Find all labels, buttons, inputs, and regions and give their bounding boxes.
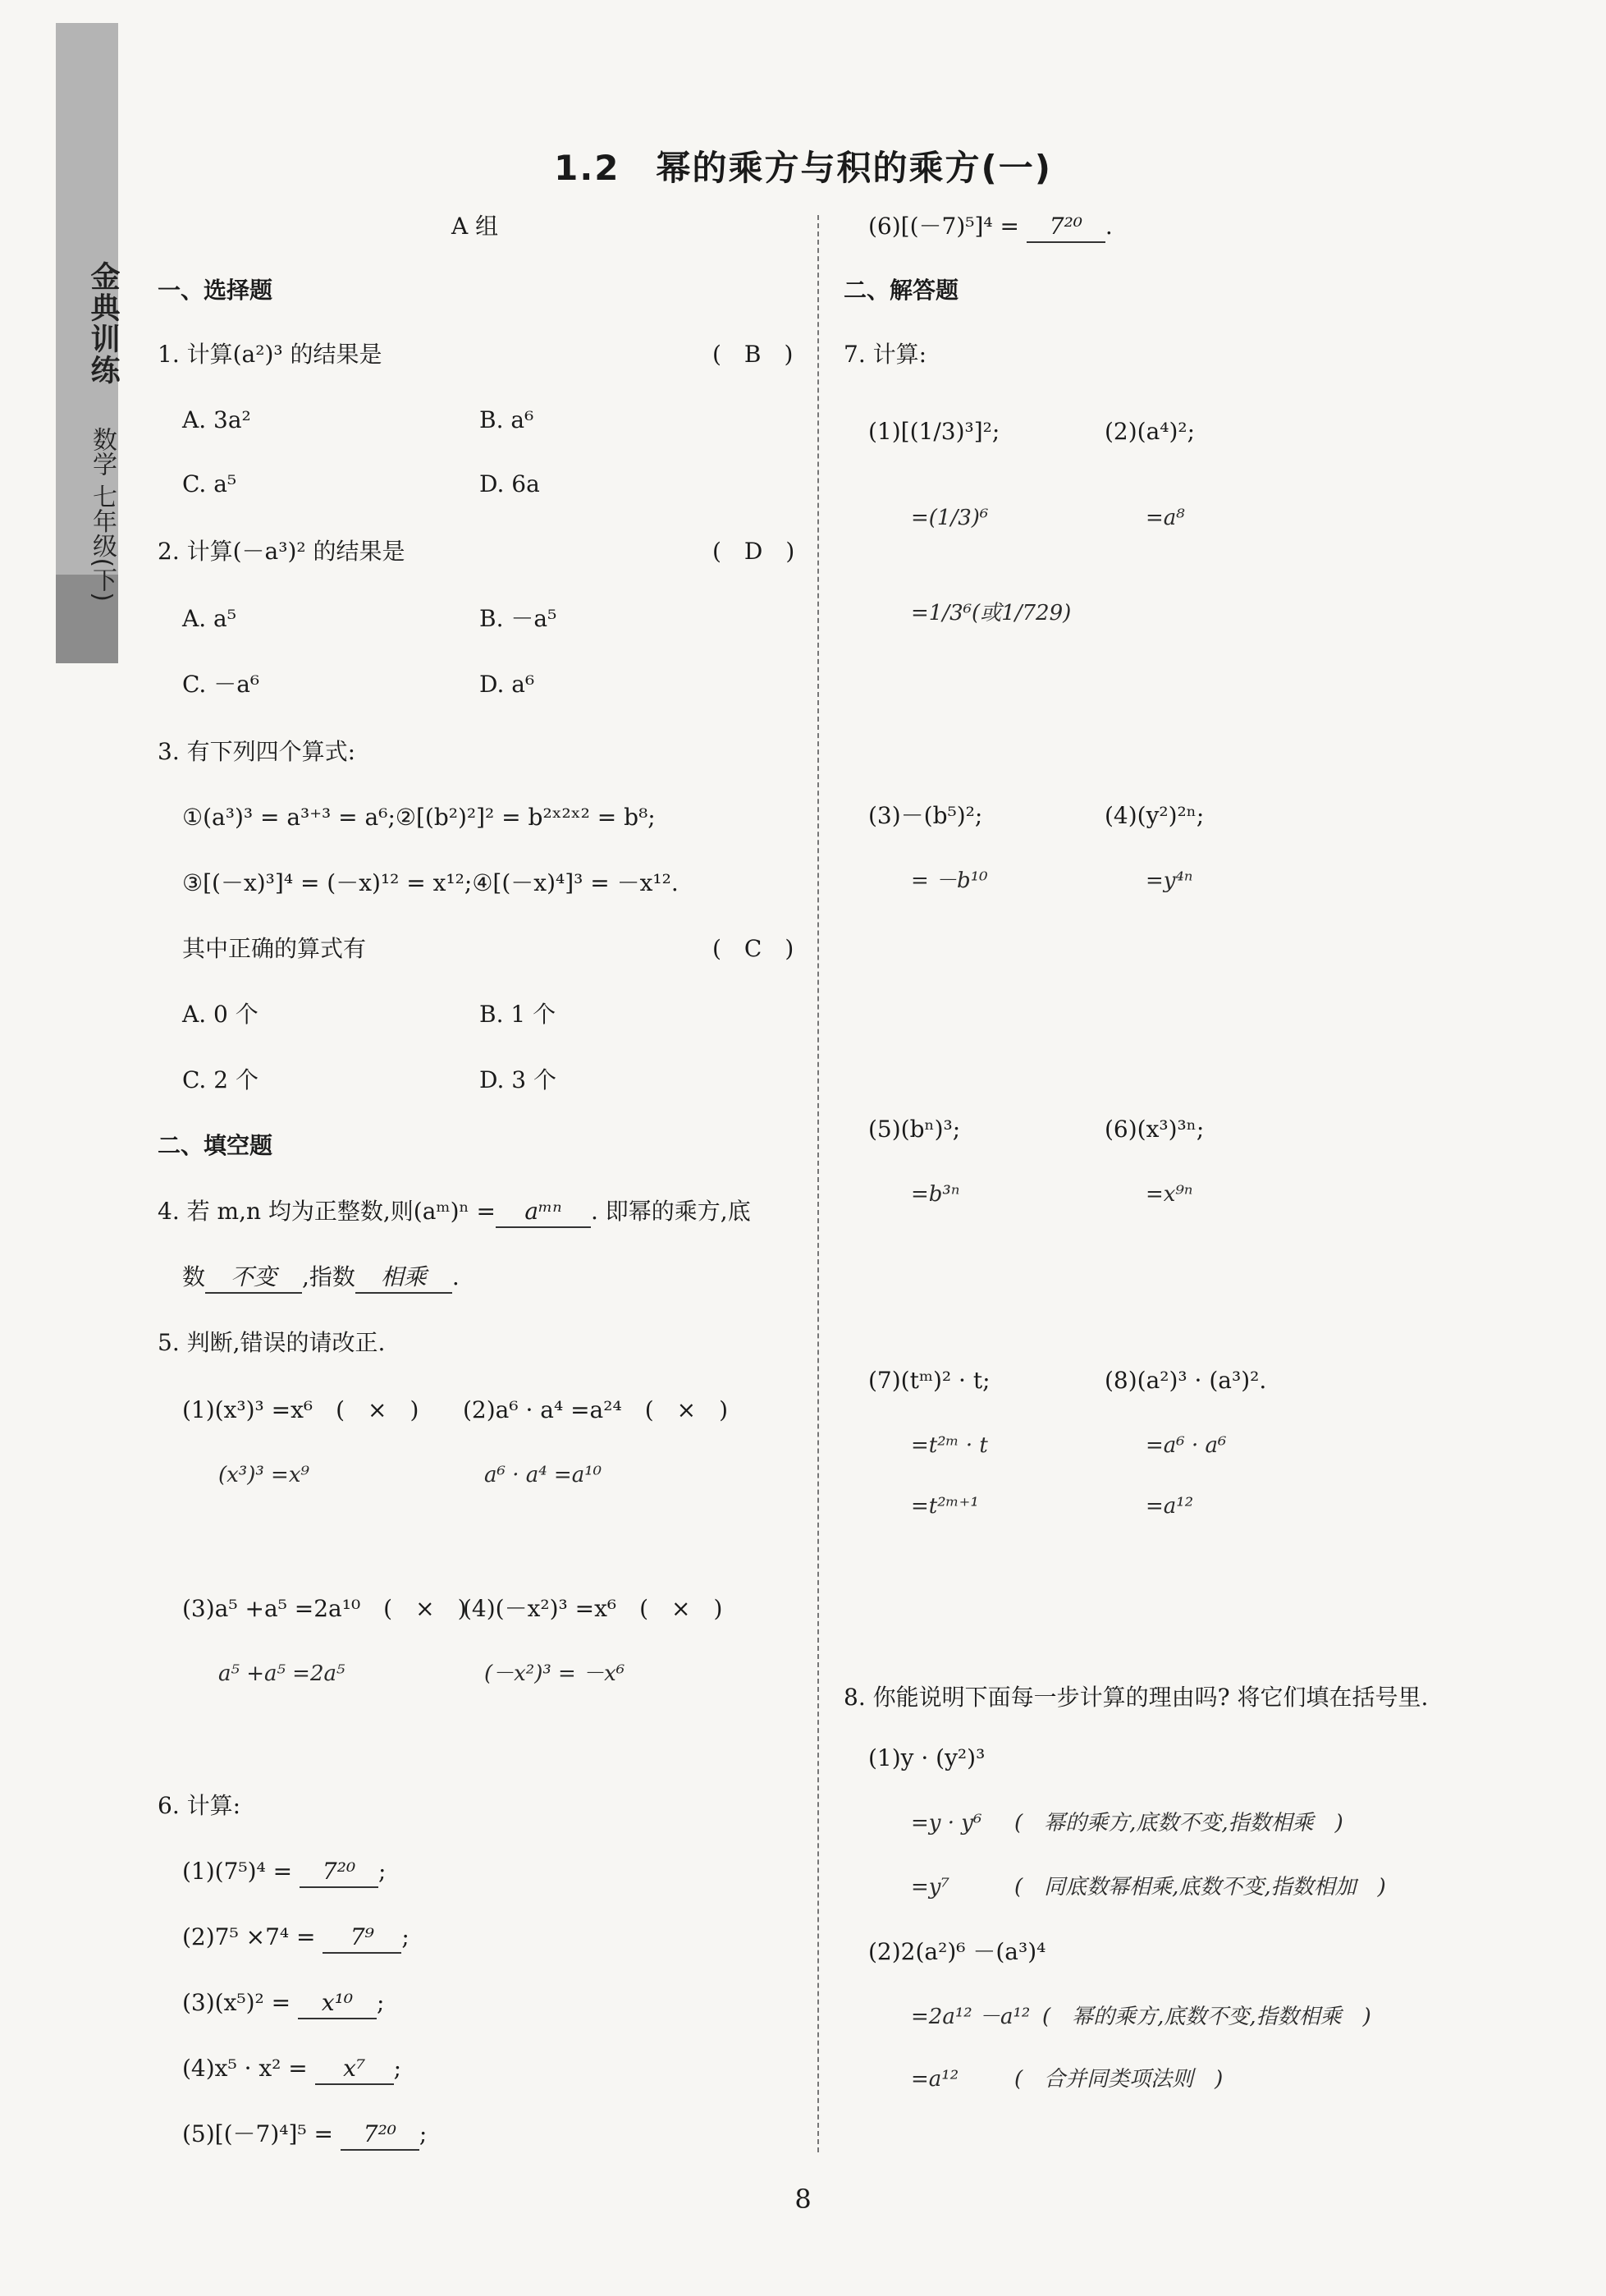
q6-item-2 <box>182 1922 410 1954</box>
q4-mid2: ,指数 <box>302 1263 355 1290</box>
section-solve: 二、解答题 <box>844 277 959 304</box>
q7-part6-step1: =x⁹ⁿ <box>1146 1182 1193 1207</box>
q8-stem: 8. 你能说明下面每一步计算的理由吗? 将它们填在括号里. <box>844 1684 1429 1711</box>
q6-blank-4: x⁷ <box>315 2054 394 2085</box>
q7-part6: (6)(x³)³ⁿ; <box>1105 1116 1205 1143</box>
q6-item-6-end: . <box>1105 213 1113 240</box>
q6-item-3 <box>182 1988 384 2019</box>
q6-semicolon: ; <box>378 1858 387 1885</box>
q4-blank-1: aᵐⁿ <box>496 1197 591 1228</box>
q1-answer: ( B ) <box>712 341 794 368</box>
q8-part2-reason1: ( 幂的乘方,底数不变,指数相乘 ) <box>1042 2005 1371 2029</box>
group-label: A 组 <box>451 213 499 240</box>
q7-stem: 7. 计算: <box>844 341 927 368</box>
q7-part7-step2: =t²ᵐ⁺¹ <box>911 1494 979 1519</box>
q8-part2-step1: =2a¹² －a¹² <box>911 2005 1031 2029</box>
q1-option-b: B. a⁶ <box>479 406 534 433</box>
q4-pre2: 数 <box>182 1263 206 1290</box>
q7-part1-step1: =(1/3)⁶ <box>911 506 989 530</box>
q5-part1-fix: (x³)³ =x⁹ <box>218 1463 309 1487</box>
q7-part3: (3)－(b⁵)²; <box>868 802 983 829</box>
q5-part1: (1)(x³)³ =x⁶ ( × ) <box>182 1396 419 1423</box>
q7-part8-step2: =a¹² <box>1146 1494 1194 1519</box>
q1-option-d: D. 6a <box>479 470 540 497</box>
q6-blank-1: 7²⁰ <box>300 1857 378 1888</box>
page-title: 1.2 幂的乘方与积的乘方(一) <box>554 148 1052 188</box>
q6-item-6-expr: (6)[(－7)⁵]⁴ = <box>868 213 1019 240</box>
q4-blank-3: 相乘 <box>355 1263 452 1294</box>
q6-item-1 <box>182 1857 386 1888</box>
q8-part2: (2)2(a²)⁶ －(a³)⁴ <box>868 1938 1046 1965</box>
q5-part2-fix: a⁶ · a⁴ =a¹⁰ <box>484 1463 602 1487</box>
q5-part4: (4)(－x²)³ =x⁶ ( × ) <box>463 1595 723 1622</box>
q5-part3: (3)a⁵ +a⁵ =2a¹⁰ ( × ) <box>182 1595 467 1622</box>
q7-part8: (8)(a²)³ · (a³)². <box>1105 1367 1267 1394</box>
q6-item-6 <box>868 212 1113 243</box>
q4-line1 <box>158 1197 751 1228</box>
section-choice: 一、选择题 <box>158 277 273 304</box>
q2-stem: 2. 计算(－a³)² 的结果是 <box>158 538 405 565</box>
section-fill: 二、填空题 <box>158 1132 273 1159</box>
q6-item-4 <box>182 2054 401 2085</box>
q7-part7-step1: =t²ᵐ · t <box>911 1433 988 1458</box>
q4-line2 <box>182 1263 460 1294</box>
q6-semicolon: ; <box>393 2055 402 2082</box>
q5-part4-fix: (－x²)³ = －x⁶ <box>484 1661 625 1686</box>
q6-semicolon: ; <box>401 1923 410 1950</box>
q6-item-2-expr: (2)7⁵ ×7⁴ = <box>182 1923 316 1950</box>
sidebar-brand: 金典训练 <box>86 261 120 386</box>
q8-part1: (1)y · (y²)³ <box>868 1744 986 1771</box>
q3-option-a: A. 0 个 <box>182 1001 259 1028</box>
q6-blank-2: 7⁹ <box>323 1922 401 1954</box>
q4-pre: 4. 若 m,n 均为正整数,则(aᵐ)ⁿ = <box>158 1198 496 1225</box>
q6-item-5-expr: (5)[(－7)⁴]⁵ = <box>182 2120 333 2147</box>
q3-option-d: D. 3 个 <box>479 1066 556 1093</box>
q6-stem: 6. 计算: <box>158 1792 241 1819</box>
q6-item-3-expr: (3)(x⁵)² = <box>182 1989 291 2016</box>
q2-option-a: A. a⁵ <box>182 605 236 632</box>
q8-part1-step2: =y⁷ <box>911 1875 949 1900</box>
q2-option-b: B. －a⁵ <box>479 605 557 632</box>
q1-option-c: C. a⁵ <box>182 470 237 497</box>
q7-part4: (4)(y²)²ⁿ; <box>1105 802 1205 829</box>
q6-semicolon: ; <box>419 2120 428 2147</box>
q7-part1: (1)[(1/3)³]²; <box>868 418 1000 445</box>
q4-blank-2: 不变 <box>205 1263 302 1294</box>
q3-answer: ( C ) <box>712 935 794 962</box>
q6-semicolon: ; <box>377 1989 385 2016</box>
q8-part1-reason2: ( 同底数幂相乘,底数不变,指数相加 ) <box>1014 1875 1386 1900</box>
q8-part2-step2: =a¹² <box>911 2067 959 2092</box>
q7-part4-step1: =y⁴ⁿ <box>1146 868 1193 893</box>
q3-option-b: B. 1 个 <box>479 1001 556 1028</box>
q1-option-a: A. 3a² <box>182 406 251 433</box>
q2-answer: ( D ) <box>712 538 795 565</box>
q3-line2: ③[(－x)³]⁴ = (－x)¹² = x¹²;④[(－x)⁴]³ = －x¹². <box>182 869 679 896</box>
q4-end: . <box>451 1263 460 1290</box>
q5-part2: (2)a⁶ · a⁴ =a²⁴ ( × ) <box>463 1396 729 1423</box>
q8-part1-step1: =y · y⁶ <box>911 1811 982 1835</box>
q7-part7: (7)(tᵐ)² · t; <box>868 1367 991 1394</box>
q3-ask: 其中正确的算式有 <box>182 935 367 962</box>
q3-line1: ①(a³)³ = a³⁺³ = a⁶;②[(b²)²]² = b²ˣ²ˣ² = b⁸; <box>182 804 656 831</box>
q3-stem: 3. 有下列四个算式: <box>158 738 356 765</box>
q6-item-1-expr: (1)(7⁵)⁴ = <box>182 1858 293 1885</box>
q8-part2-reason2: ( 合并同类项法则 ) <box>1014 2067 1224 2092</box>
q6-blank-6: 7²⁰ <box>1027 212 1105 243</box>
q7-part5: (5)(bⁿ)³; <box>868 1116 961 1143</box>
q7-part5-step1: =b³ⁿ <box>911 1182 960 1207</box>
q7-part2-step1: =a⁸ <box>1146 506 1185 530</box>
q1-stem: 1. 计算(a²)³ 的结果是 <box>158 341 382 368</box>
q4-mid: . 即幂的乘方,底 <box>591 1198 751 1225</box>
q8-part1-reason1: ( 幂的乘方,底数不变,指数相乘 ) <box>1014 1811 1343 1835</box>
q7-part8-step1: =a⁶ · a⁶ <box>1146 1433 1227 1458</box>
page-number: 8 <box>794 2184 812 2215</box>
q5-part3-fix: a⁵ +a⁵ =2a⁵ <box>218 1661 345 1686</box>
q7-part3-step1: = －b¹⁰ <box>911 868 988 893</box>
q2-option-d: D. a⁶ <box>479 671 535 698</box>
q5-stem: 5. 判断,错误的请改正. <box>158 1329 386 1356</box>
q6-blank-5: 7²⁰ <box>341 2120 419 2151</box>
q6-item-5 <box>182 2120 427 2151</box>
q6-blank-3: x¹⁰ <box>298 1988 377 2019</box>
q2-option-c: C. －a⁶ <box>182 671 260 698</box>
q7-part2: (2)(a⁴)²; <box>1105 418 1196 445</box>
sidebar-subtitle: 数学 七年级(下) <box>88 427 117 602</box>
column-divider <box>817 215 819 2152</box>
q6-item-4-expr: (4)x⁵ · x² = <box>182 2055 308 2082</box>
q7-part1-step2: =1/3⁶(或1/729) <box>911 601 1072 626</box>
q3-option-c: C. 2 个 <box>182 1066 259 1093</box>
